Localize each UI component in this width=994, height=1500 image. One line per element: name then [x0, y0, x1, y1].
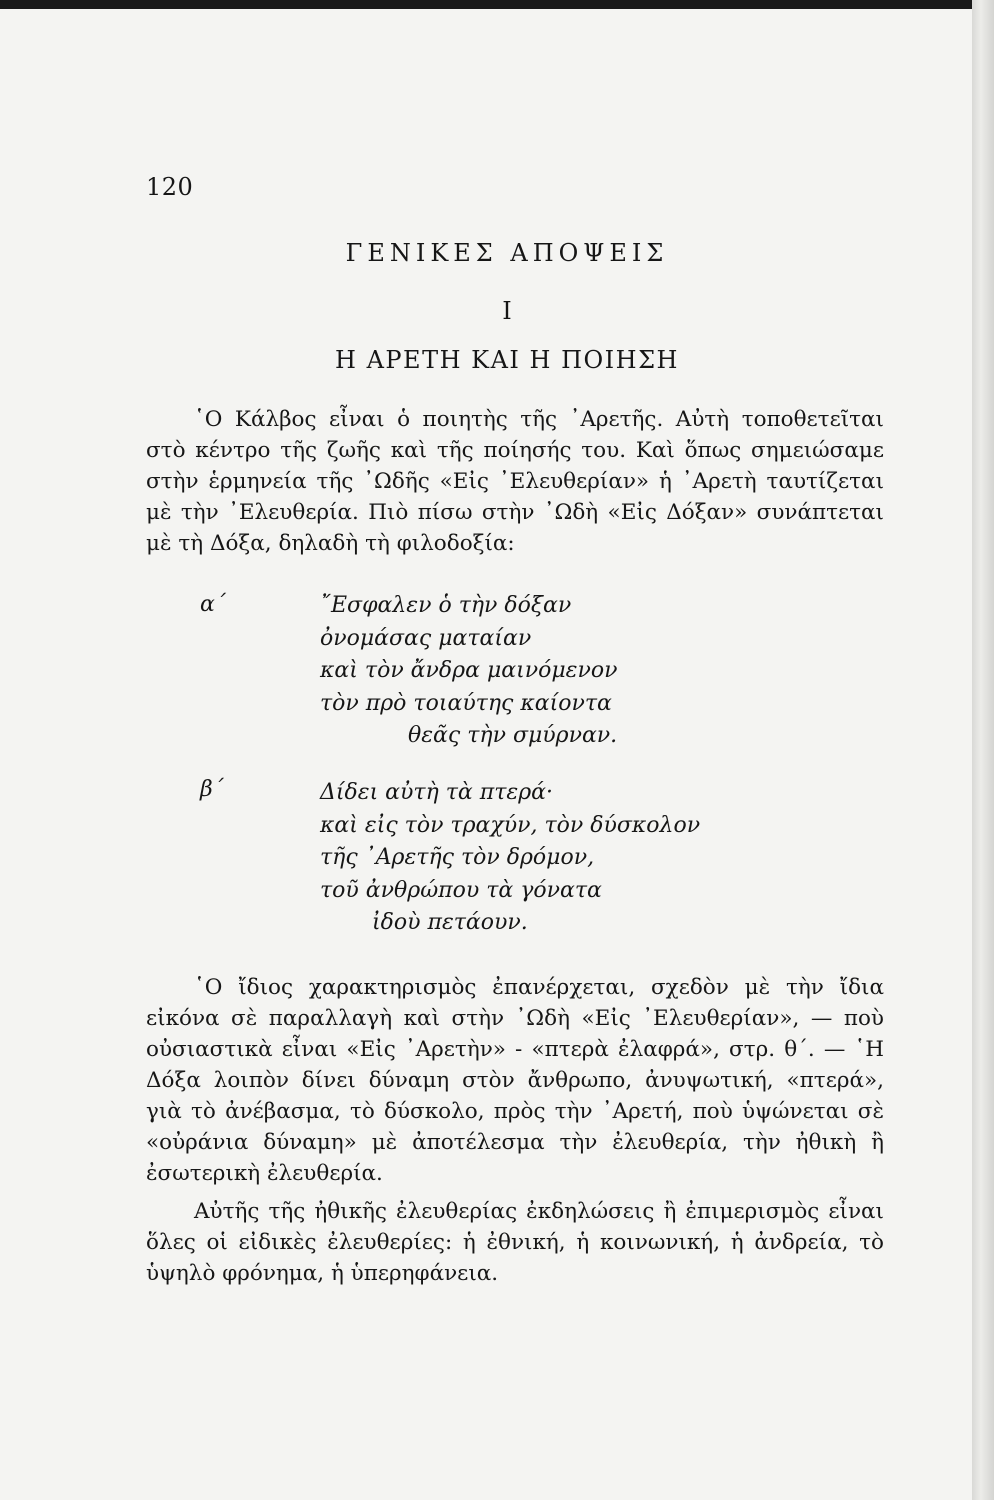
section-number: I: [502, 297, 512, 325]
poem-line: ἰδοὺ πετάουν.: [372, 910, 528, 935]
poem-line: ῎Εσφαλεν ὁ τὴν δόξαν: [320, 593, 572, 618]
section-title: Η ΑΡΕΤΗ ΚΑΙ Η ΠΟΙΗΣΗ: [335, 346, 679, 374]
poem-line: θεᾶς τὴν σμύρναν.: [408, 723, 618, 748]
paragraph-intro: ῾Ο Κάλβος εἶναι ὁ ποιητὴς τῆς ᾿Αρετῆς. Αὐτὴ τοποθετεῖται στὸ κέντρο τῆς ζωῆς καὶ τῆς ποίησής του. Καὶ ὅπως σημειώσαμε στὴν ἑρμηνεία τῆς ᾿Ωδῆς «Εἰς ᾿Ελευθερίαν» ἡ ᾿Αρετὴ ταυτίζεται μὲ τὴν ᾿Ελευθερία. Πιὸ πίσω στὴν ᾿Ωδὴ «Εἰς Δόξαν» συνάπτεται μὲ τὴ Δόξα, δηλαδὴ τὴ φιλοδοξία:: [146, 407, 884, 556]
scan-right-edge: [972, 0, 994, 1500]
poem-line: τὸν πρὸ τοιαύτης καίοντα: [320, 690, 612, 716]
chapter-title: ΓΕΝΙΚΕΣ ΑΠΟΨΕΙΣ: [345, 239, 669, 267]
poem-line: τοῦ ἀνθρώπου τὰ γόνατα: [320, 877, 602, 903]
poem-label-a: α΄: [200, 592, 226, 617]
scan-top-edge: [0, 0, 994, 9]
paragraph-commentary: ῾Ο ἴδιος χαρακτηρισμὸς ἐπανέρχεται, σχεδὸν μὲ τὴν ἴδια εἰκόνα σὲ παραλλαγὴ καὶ στὴν ᾿Ωδὴ «Εἰς ᾿Ελευθερίαν», — ποὺ οὐσιαστικὰ εἶναι «Εἰς ᾿Αρετὴν» - «πτερὰ ἐλαφρά», στρ. θ΄. — ῾Η Δόξα λοιπὸν δίνει δύναμη στὸν ἄνθρωπο, ἀνυψωτική, «πτερά», γιὰ τὸ ἀνέβασμα, τὸ δύσκολο, πρὸς τὴν ᾿Αρετή, ποὺ ὑψώνεται σὲ «οὐράνια δύναμη» μὲ ἀποτέλεσμα τὴν ἐλευθερία, τὴν ἠθικὴ ἢ ἐσωτερικὴ ἐλευθερία.: [146, 975, 884, 1186]
poem-line: καὶ εἰς τὸν τραχύν, τὸν δύσκολον: [320, 812, 701, 838]
poem-line: Δίδει αὐτὴ τὰ πτερά·: [320, 780, 553, 805]
page-number: 120: [146, 173, 194, 201]
poem-line: καὶ τὸν ἄνδρα μαινόμενον: [320, 658, 618, 683]
poem-stanza-b: [320, 777, 700, 940]
poem-stanza-a: [320, 590, 617, 753]
poem-line: ὀνομάσας ματαίαν: [320, 625, 532, 651]
paragraph-conclusion: Αὐτῆς τῆς ἠθικῆς ἐλευθερίας ἐκδηλώσεις ἢ ἐπιμερισμὸς εἶναι ὅλες οἱ εἰδικὲς ἐλευθερίες: ἡ ἐθνική, ἡ κοινωνική, ἡ ἀνδρεία, τὸ ὑψηλὸ φρόνημα, ἡ ὑπερηφάνεια.: [146, 1199, 884, 1286]
poem-line: τῆς ᾿Αρετῆς τὸν δρόμον,: [320, 845, 595, 870]
poem-label-b: β΄: [200, 777, 224, 802]
